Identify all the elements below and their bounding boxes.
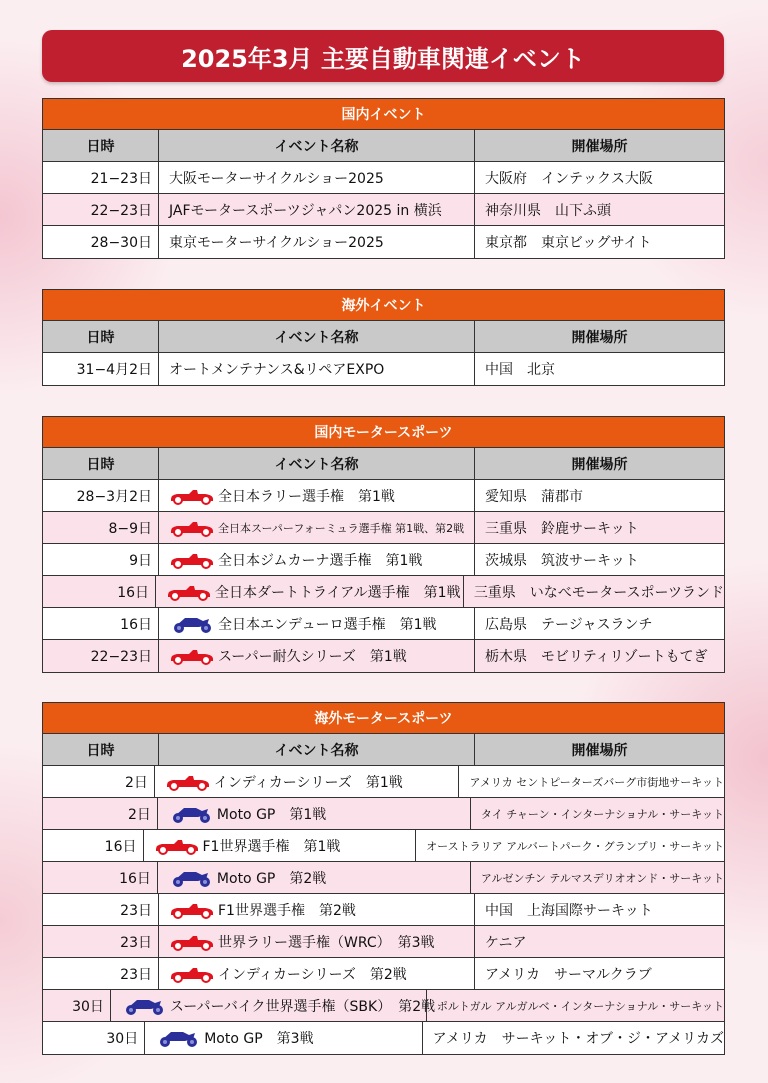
event-venue: アメリカ セントピーターズバーグ市街地サーキット [469, 775, 724, 789]
event-name-cell [158, 798, 471, 829]
event-date: 21−23日 [43, 162, 159, 193]
event-date: 28−3月2日 [43, 480, 159, 511]
column-header-row [43, 130, 724, 162]
event-name-cell [159, 894, 475, 925]
event-name: F1世界選手権 第2戦 [218, 902, 356, 919]
event-name: 全日本ジムカーナ選手権 第1戦 [218, 552, 423, 569]
event-name: Moto GP 第1戦 [216, 806, 327, 823]
event-name: オートメンテナンス&リペアEXPO [169, 362, 385, 378]
event-venue: オーストラリア アルバートパーク・グランプリ・サーキット [426, 839, 724, 853]
event-name: 東京モーターサイクルショー2025 [169, 235, 384, 251]
motorcycle-icon [169, 615, 218, 633]
event-venue: 神奈川県 山下ふ頭 [485, 202, 611, 219]
race-car-icon [165, 773, 214, 791]
table-row [43, 830, 724, 862]
table-row [43, 894, 724, 926]
event-name-cell [159, 544, 475, 575]
event-name-cell [159, 958, 475, 989]
event-name: 全日本エンデューロ選手権 第1戦 [218, 616, 437, 633]
column-header-name: イベント名称 [159, 130, 475, 161]
event-venue: 中国 上海国際サーキット [485, 902, 653, 919]
column-header-name: イベント名称 [159, 448, 475, 479]
event-date: 28−30日 [43, 226, 159, 258]
event-name-cell [159, 926, 475, 957]
table-row [43, 798, 724, 830]
race-car-icon [169, 551, 218, 569]
event-date: 8−9日 [43, 512, 159, 543]
event-date: 2日 [43, 798, 158, 829]
event-venue: 中国 北京 [485, 362, 555, 378]
event-name-cell [159, 480, 475, 511]
event-date: 23日 [43, 926, 159, 957]
event-venue: ケニア [485, 934, 527, 951]
table-row [43, 766, 724, 798]
motorcycle-icon [155, 1029, 204, 1047]
event-name: 大阪モーターサイクルショー2025 [169, 170, 384, 187]
event-venue: アメリカ サーキット・オブ・ジ・アメリカズ [432, 1031, 724, 1047]
column-header-name: イベント名称 [159, 734, 475, 765]
event-name: 世界ラリー選手権（WRC） 第3戦 [218, 934, 435, 951]
event-date: 9日 [43, 544, 159, 575]
table-row [43, 194, 724, 226]
event-name-cell [159, 162, 475, 193]
event-name-cell [158, 862, 471, 893]
table-row [43, 480, 724, 512]
race-car-icon [169, 901, 218, 919]
event-name-cell [159, 226, 475, 258]
table-row [43, 640, 724, 672]
column-header-name: イベント名称 [159, 321, 475, 352]
table-row [43, 226, 724, 258]
event-name-cell [156, 576, 464, 607]
column-header-venue: 開催場所 [571, 742, 628, 759]
column-header-date: 日時 [43, 734, 159, 765]
column-header-date: 日時 [43, 321, 159, 352]
table-row [43, 990, 724, 1022]
event-name: インディカーシリーズ 第2戦 [218, 966, 407, 983]
event-date: 30日 [43, 990, 111, 1021]
section-title: 海外イベント [43, 290, 724, 321]
event-date: 22−23日 [43, 640, 159, 672]
event-venue: ポルトガル アルガルベ・インターナショナル・サーキット [436, 999, 724, 1013]
event-venue: 愛知県 蒲郡市 [485, 488, 583, 505]
event-name: JAFモータースポーツジャパン2025 in 横浜 [169, 202, 442, 219]
event-date: 16日 [43, 608, 159, 639]
event-name-cell [145, 1022, 422, 1054]
table-row [43, 1022, 724, 1054]
motorcycle-icon [168, 805, 217, 823]
page-title: 2025年3月 主要自動車関連イベント [42, 30, 724, 82]
table-row [43, 353, 724, 385]
column-header-venue: 開催場所 [571, 456, 628, 473]
event-name-cell [159, 608, 475, 639]
event-venue: タイ チャーン・インターナショナル・サーキット [480, 807, 724, 821]
event-date: 23日 [43, 894, 159, 925]
table-row [43, 544, 724, 576]
column-header-date: 日時 [43, 448, 159, 479]
event-name-cell [159, 353, 475, 385]
table-row [43, 608, 724, 640]
table-row [43, 576, 724, 608]
table-row [43, 958, 724, 990]
event-date: 31−4月2日 [43, 353, 159, 385]
event-venue: 茨城県 筑波サーキット [485, 552, 639, 569]
race-car-icon [169, 647, 218, 665]
event-date: 30日 [43, 1022, 145, 1054]
event-venue: アルゼンチン テルマスデリオオンド・サーキット [480, 871, 724, 885]
table-row [43, 512, 724, 544]
event-venue: 栃木県 モビリティリゾートもてぎ [485, 649, 708, 665]
event-name-cell [111, 990, 436, 1021]
table-row [43, 162, 724, 194]
column-header-row [43, 734, 724, 766]
race-car-icon [166, 583, 215, 601]
event-table [42, 416, 725, 673]
event-name: 全日本ダートトライアル選手権 第1戦 [215, 584, 461, 601]
event-name: インディカーシリーズ 第1戦 [213, 774, 403, 791]
event-date: 16日 [43, 862, 158, 893]
race-car-icon [169, 965, 218, 983]
event-date: 16日 [43, 576, 156, 607]
section-title: 国内イベント [43, 99, 724, 130]
motorcycle-icon [121, 997, 170, 1015]
event-table [42, 98, 725, 259]
race-car-icon [169, 933, 218, 951]
column-header-row [43, 321, 724, 353]
section-title: 国内モータースポーツ [43, 417, 724, 448]
event-name: 全日本スーパーフォーミュラ選手権 第1戦、第2戦 [218, 521, 465, 535]
event-name-cell [144, 830, 417, 861]
motorcycle-icon [168, 869, 217, 887]
event-name: Moto GP 第3戦 [204, 1031, 314, 1047]
race-car-icon [169, 487, 218, 505]
event-venue: 広島県 テージャスランチ [485, 616, 653, 633]
event-name: スーパーバイク世界選手権（SBK） 第2戦 [169, 998, 436, 1015]
event-date: 23日 [43, 958, 159, 989]
event-table [42, 289, 725, 386]
column-header-date: 日時 [43, 130, 159, 161]
column-header-row [43, 448, 724, 480]
column-header-venue: 開催場所 [571, 138, 628, 155]
event-name: F1世界選手権 第1戦 [202, 838, 341, 855]
event-date: 22−23日 [43, 194, 159, 225]
event-venue: 三重県 鈴鹿サーキット [485, 520, 639, 537]
table-row [43, 926, 724, 958]
event-name-cell [159, 194, 475, 225]
race-car-icon [169, 519, 218, 537]
event-venue: 東京都 東京ビッグサイト [485, 235, 652, 251]
event-venue: 大阪府 インテックス大阪 [485, 170, 653, 187]
race-car-icon [154, 837, 203, 855]
event-venue: 三重県 いなべモータースポーツランド [473, 584, 724, 601]
event-date: 2日 [43, 766, 155, 797]
event-name-cell [159, 640, 475, 672]
event-name: Moto GP 第2戦 [216, 870, 327, 887]
section-title: 海外モータースポーツ [43, 703, 724, 734]
event-date: 16日 [43, 830, 144, 861]
event-name: スーパー耐久シリーズ 第1戦 [218, 649, 407, 665]
event-table [42, 702, 725, 1055]
column-header-venue: 開催場所 [571, 329, 628, 346]
event-venue: アメリカ サーマルクラブ [485, 966, 652, 983]
event-name: 全日本ラリー選手権 第1戦 [218, 488, 395, 505]
table-row [43, 862, 724, 894]
event-name-cell [159, 512, 475, 543]
event-name-cell [155, 766, 460, 797]
